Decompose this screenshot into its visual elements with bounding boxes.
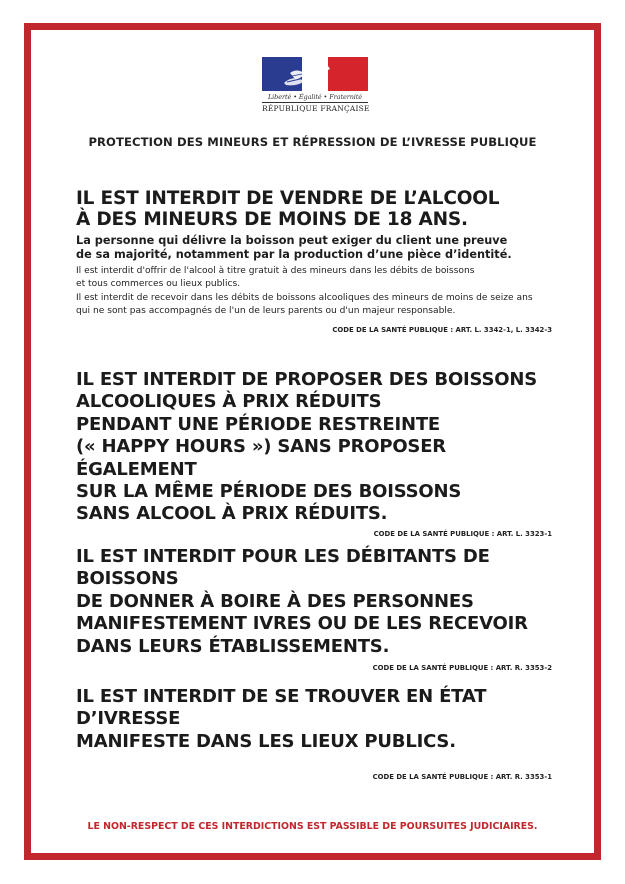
heading-line: MANIFESTEMENT IVRES OU DE LES RECEVOIR <box>76 613 528 635</box>
section-lead <box>76 234 552 262</box>
heading-line: SUR LA MÊME PÉRIODE DES BOISSONS <box>76 481 462 503</box>
logo-name: RÉPUBLIQUE FRANÇAISE <box>262 104 370 113</box>
logo-divider <box>262 102 368 103</box>
heading-line: (« HAPPY HOURS ») SANS PROPOSER ÉGALEMENT <box>76 436 446 480</box>
legal-citation: CODE DE LA SANTÉ PUBLIQUE : ART. R. 3353-2 <box>372 664 552 673</box>
heading-line: ALCOOLIQUES À PRIX RÉDUITS <box>76 391 382 413</box>
detail-line: Il est interdit de recevoir dans les débits de boissons alcooliques des mineurs de moins de seize ans <box>76 292 533 303</box>
legal-warning: LE NON-RESPECT DE CES INTERDICTIONS EST PASSIBLE DE POURSUITES JUDICIAIRES. <box>87 821 538 832</box>
section-minors-sale <box>76 188 552 334</box>
poster-title: PROTECTION DES MINEURS ET RÉPRESSION DE L’IVRESSE PUBLIQUE <box>88 135 537 149</box>
legal-citation: CODE DE LA SANTÉ PUBLIQUE : ART. R. 3353-1 <box>372 773 552 782</box>
heading-line: À DES MINEURS DE MOINS DE 18 ANS. <box>76 209 468 230</box>
heading-line: PENDANT UNE PÉRIODE RESTREINTE <box>76 413 441 435</box>
detail-line: et tous commerces ou lieux publics. <box>76 279 241 290</box>
legal-citation: CODE DE LA SANTÉ PUBLIQUE : ART. L. 3342-1, L. 3342-3 <box>332 326 552 335</box>
legal-citation: CODE DE LA SANTÉ PUBLIQUE : ART. L. 3323-1 <box>373 529 552 538</box>
heading-line: IL EST INTERDIT DE SE TROUVER EN ÉTAT D’IVRESSE <box>76 686 487 730</box>
section-happy-hours <box>76 369 552 538</box>
lead-line: de sa majorité, notamment par la production d’une pièce d’identité. <box>76 248 512 261</box>
detail-line: Il est interdit d'offrir de l'alcool à titre gratuit à des mineurs dans les débits de boissons <box>76 266 475 276</box>
detail-line: qui ne sont pas accompagnés de l'un de leurs parents ou d'un majeur responsable. <box>76 305 456 316</box>
section-heading <box>76 188 552 230</box>
republique-francaise-logo <box>262 55 368 113</box>
heading-line: DE DONNER À BOIRE À DES PERSONNES <box>76 590 474 612</box>
section-drunk-persons <box>76 546 552 672</box>
marianne-flag-icon <box>262 55 368 92</box>
lead-line: La personne qui délivre la boisson peut exiger du client une preuve <box>76 234 508 247</box>
heading-line: IL EST INTERDIT DE PROPOSER DES BOISSONS <box>76 369 537 390</box>
section-details <box>76 265 552 318</box>
section-public-drunkenness <box>76 686 552 781</box>
logo-motto: Liberté • Égalité • Fraternité <box>267 93 363 101</box>
heading-line: IL EST INTERDIT DE VENDRE DE L’ALCOOL <box>76 188 500 209</box>
section-heading <box>76 686 552 753</box>
section-heading <box>76 369 552 526</box>
heading-line: MANIFESTE DANS LES LIEUX PUBLICS. <box>76 730 456 752</box>
heading-line: IL EST INTERDIT POUR LES DÉBITANTS DE BOISSONS <box>76 546 490 590</box>
heading-line: SANS ALCOOL À PRIX RÉDUITS. <box>76 503 388 525</box>
section-heading <box>76 546 552 658</box>
heading-line: DANS LEURS ÉTABLISSEMENTS. <box>76 635 390 657</box>
